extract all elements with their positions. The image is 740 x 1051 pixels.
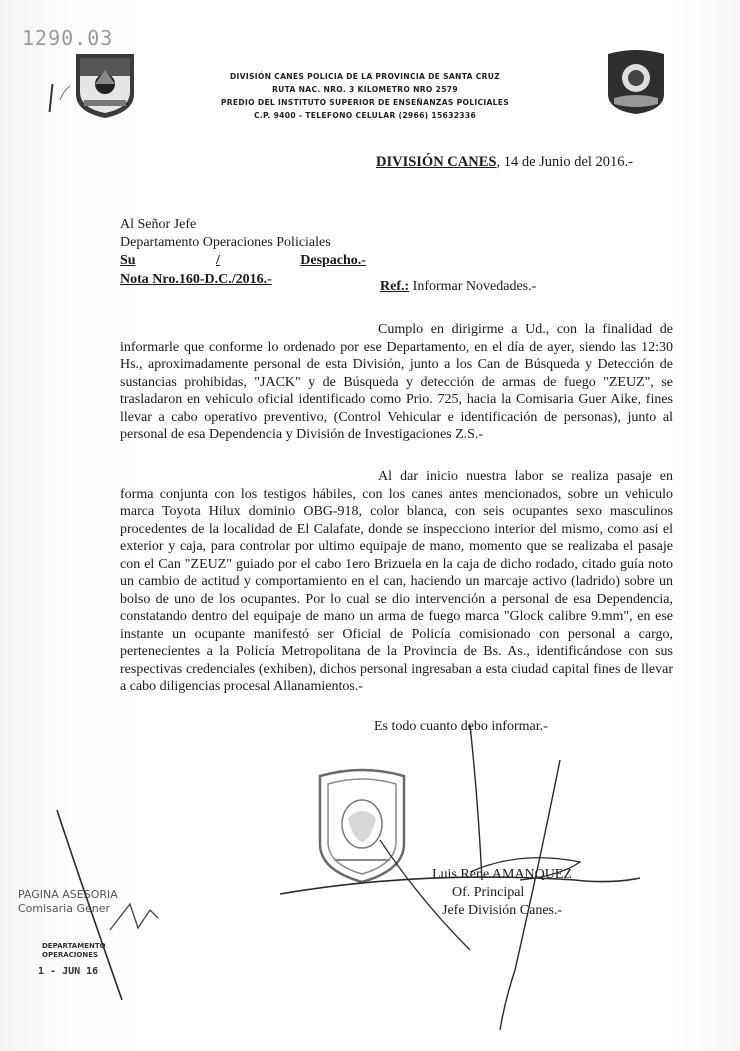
closing-line: Es todo cuanto debo informar.- bbox=[374, 719, 548, 734]
received-line-1: PAGINA ASESORIA bbox=[18, 888, 118, 901]
police-crest-right-icon bbox=[604, 48, 668, 116]
signature-block bbox=[432, 866, 572, 920]
letterhead-line-1: DIVISIÓN CANES POLICIA DE LA PROVINCIA DE SANTA CRUZ bbox=[229, 72, 501, 81]
nota-number: Nota Nro.160-D.C./2016.- bbox=[120, 271, 272, 287]
su-despacho-line bbox=[120, 252, 366, 270]
addressee-block bbox=[120, 216, 366, 289]
official-seal-stamp bbox=[312, 766, 412, 886]
signer-title: Jefe División Canes.- bbox=[442, 903, 563, 918]
despacho-label: Despacho.- bbox=[300, 253, 366, 269]
signer-rank: Of. Principal bbox=[452, 885, 525, 900]
body-paragraph-2: Al dar inicio nuestra labor se realiza pasaje en forma conjunta con los testigos hábiles, con los canes antes mencionados, sobre un vehiculo marca Toyota Hilux dominio OBG-918, color blanca, con seis ocupantes sexo masculinos procedentes de la localidad de El Calafate, donde se inspecciono interior del mismo, como asi el exterior y caja, para controlar por ultimo equipaje de mano, momento que se realizaba el pasaje con el Can "ZEUZ" guiado por el cabo 1ero Brizuela en la caja de dicho rodado, citado guía noto un cambio de actitud y comportamiento en el can, haciendo un marcaje activo (ladrido) sobre un bolso de uno de los ocupantes. Por lo cual se dio intervención a personal de esa Dependencia, constatando dentro del equipaje de mano un arma de fuego marca "Glock calibre 9.mm", en ese instante un ocupante manifestó ser Oficial de Policía comisionado con personal a cargo, pertenecientes a la Policía Metropolitana de la Provincia de Bs. As., identificándose con sus respectivas credenciales (exhiben), dichos personal ingresaban a esta ciudad capital fines de llevar a cabo diligencias procesal Allanamientos.- bbox=[120, 469, 673, 694]
received-stamp bbox=[18, 888, 118, 916]
addressee-line-1: Al Señor Jefe bbox=[120, 217, 197, 232]
dateline-division: DIVISIÓN CANES bbox=[376, 154, 497, 170]
signer-name: Luis Rene AMANQUEZ bbox=[432, 867, 572, 882]
police-crest-left-icon bbox=[72, 50, 138, 120]
dateline-date: , 14 de Junio del 2016.- bbox=[496, 154, 633, 170]
letterhead bbox=[200, 70, 530, 122]
department-line-2: OPERACIONES bbox=[42, 951, 99, 959]
reference-line bbox=[380, 279, 536, 295]
handwritten-file-number: 1290.03 bbox=[22, 26, 114, 50]
department-line-1: DEPARTAMENTO bbox=[42, 942, 106, 950]
letterhead-line-2: RUTA NAC. NRO. 3 KILOMETRO NRO 2579 bbox=[272, 85, 458, 94]
reference-label: Ref.: bbox=[380, 279, 410, 294]
received-date-stamp: 1 - JUN 16 bbox=[38, 966, 99, 977]
letterhead-line-3: PREDIO DEL INSTITUTO SUPERIOR DE ENSEÑANZAS POLICIALES bbox=[220, 98, 510, 107]
reference-text: Informar Novedades.- bbox=[409, 279, 537, 294]
received-line-2: Comisaria Gener bbox=[18, 902, 111, 915]
su-label: Su bbox=[120, 253, 136, 269]
dateline bbox=[376, 154, 633, 171]
addressee-line-2: Departamento Operaciones Policiales bbox=[120, 235, 331, 251]
slash: / bbox=[215, 253, 220, 269]
pen-mark bbox=[49, 84, 54, 112]
letterhead-line-4: C.P. 9400 - TELEFONO CELULAR (2966) 15632336 bbox=[253, 111, 477, 120]
body-paragraph-1: Cumplo en dirigirme a Ud., con la finalidad de informarle que conforme lo ordenado por ese Departamento, en el día de ayer, siendo las 12:30 Hs., aproximadamente personal de esta División, junto a los Can de Búsqueda y Detección de sustancias prohibidas, "JACK" y de Búsqueda y detección de armas de fuego "ZEUZ", se trasladaron en vehiculo oficial identificado como Prio. 725, hacia la Comisaria Guer Aike, fines llevar a cabo operativo preventivo, (Control Vehicular e identificación de personas), junto al personal de esa Dependencia y División de Investigaciones Z.S.- bbox=[120, 322, 673, 442]
department-stamp bbox=[42, 942, 106, 960]
